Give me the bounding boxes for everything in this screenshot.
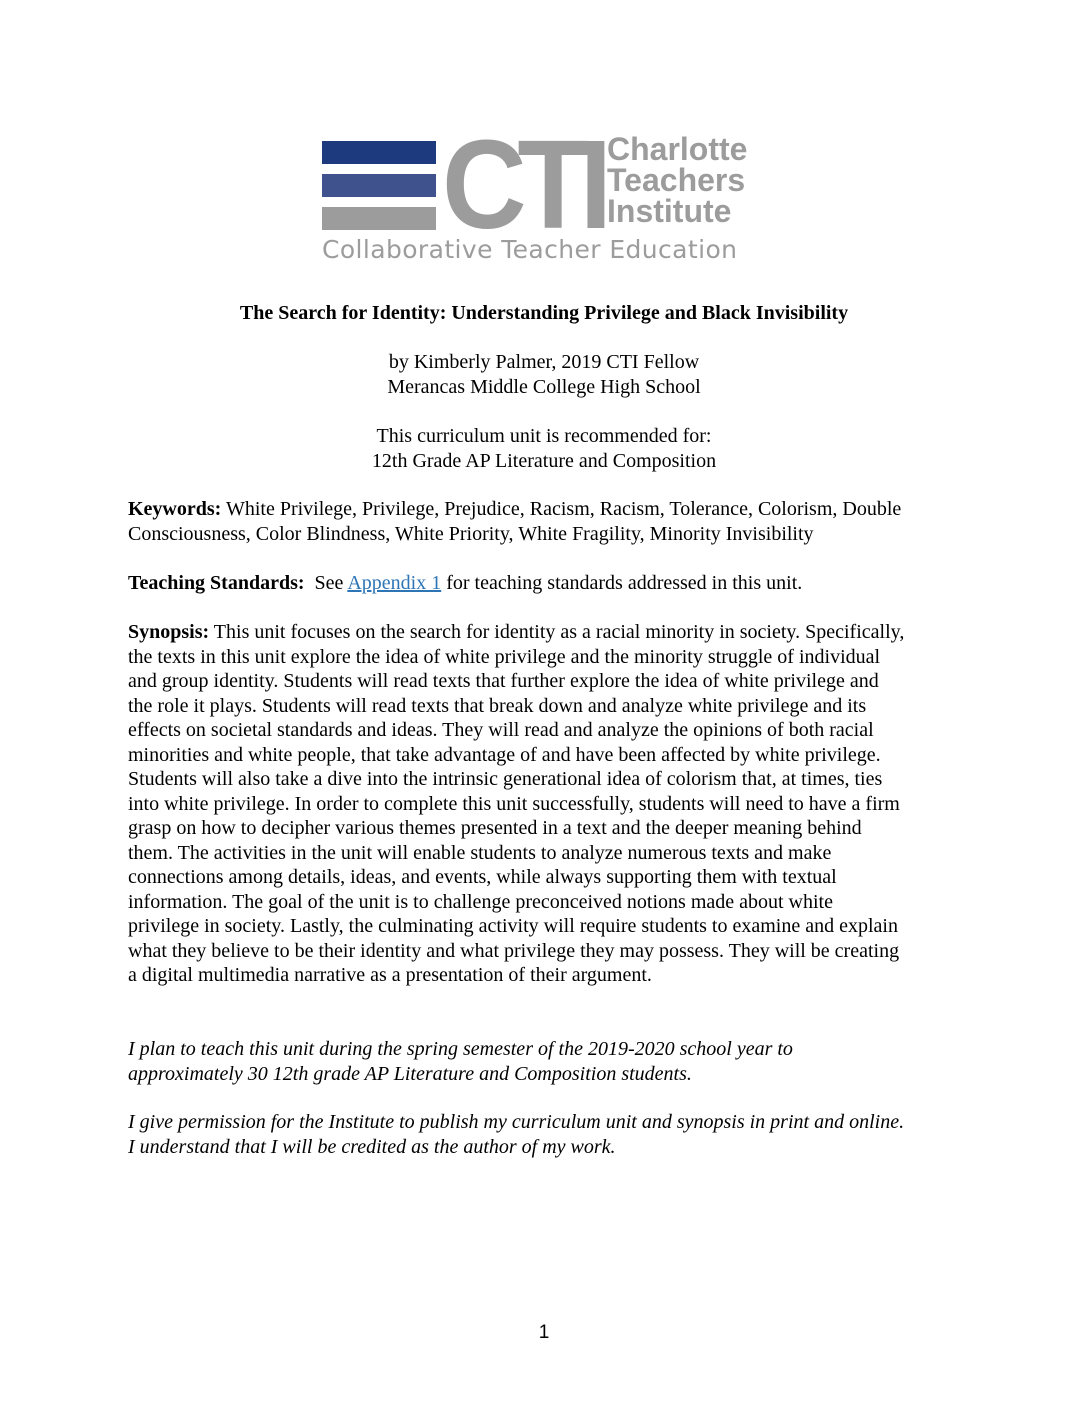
synopsis-line: the texts in this unit explore the idea of white privilege and the minority struggle of individual (128, 645, 881, 668)
keywords-section (128, 497, 968, 546)
synopsis-line: information. The goal of the unit is to challenge preconceived notions made about white (128, 890, 833, 913)
logo-name-line: Teachers (607, 162, 746, 198)
synopsis-line: the role it plays. Students will read texts that break down and analyze white privilege and its (128, 694, 867, 717)
logo-bar-blue (322, 174, 436, 197)
synopsis-line: what they believe to be their identity and what privilege they may possess. They will be creating (128, 939, 900, 962)
logo-abbreviation: CTI (442, 114, 603, 255)
synopsis-line: and group identity. Students will read texts that further explore the idea of white privilege and (128, 670, 879, 692)
logo-bar-navy (322, 141, 436, 164)
document-title: The Search for Identity: Understanding Privilege and Black Invisibility (239, 302, 849, 324)
synopsis-line: privilege in society. Lastly, the culminating activity will require students to examine and explain (128, 915, 898, 937)
synopsis-line: into white privilege. In order to complete this unit successfully, students will need to have a firm (128, 792, 900, 815)
recommendation-block (0, 424, 1088, 473)
keywords-text: White Privilege, Privilege, Prejudice, Racism, Racism, Tolerance, Colorism, Double (221, 498, 902, 520)
recommended-course: 12th Grade AP Literature and Composition (371, 449, 717, 472)
plan-line: I plan to teach this unit during the spring semester of the 2019-2020 school year to (128, 1038, 793, 1060)
keywords-label: Keywords: (128, 498, 222, 520)
cti-logo (320, 114, 765, 268)
synopsis-section (128, 620, 968, 988)
synopsis-label: Synopsis: (128, 621, 210, 643)
standards-text-pre: See (304, 572, 348, 594)
teaching-standards-section (128, 571, 968, 596)
keywords-text: Consciousness, Color Blindness, White Priority, White Fragility, Minority Invisibility (128, 522, 814, 545)
synopsis-line: effects on societal standards and ideas. They will read and analyze the opinions of both racial (128, 719, 874, 741)
logo-tagline: Collaborative Teacher Education (322, 235, 738, 264)
school-name: Merancas Middle College High School (387, 375, 701, 398)
permission-statement (128, 1110, 968, 1159)
standards-text-post: for teaching standards addressed in this unit. (441, 572, 803, 594)
appendix-1-link[interactable]: Appendix 1 (347, 572, 442, 594)
synopsis-line: a digital multimedia narrative as a presentation of their argument. (128, 964, 652, 986)
teaching-plan-statement (128, 1037, 968, 1086)
permission-line: I give permission for the Institute to publish my curriculum unit and synopsis in print and online. (128, 1111, 905, 1133)
logo-name-line: Institute (607, 193, 732, 229)
synopsis-line: them. The activities in the unit will enable students to analyze numerous texts and make (128, 841, 832, 864)
synopsis-line: minorities and white people, that take advantage of and have been affected by white privilege. (128, 743, 881, 766)
recommendation-intro: This curriculum unit is recommended for: (376, 425, 712, 447)
logo-name (607, 131, 748, 229)
author-block (0, 350, 1088, 399)
page-number: 1 (538, 1322, 550, 1343)
logo-bar-grey (322, 207, 436, 230)
synopsis-line: grasp on how to decipher various themes presented in a text and the deeper meaning behind (128, 817, 862, 839)
teaching-standards-label: Teaching Standards: (128, 572, 305, 594)
synopsis-line: connections among details, ideas, and events, while always supporting them with textual (128, 866, 837, 888)
synopsis-line: Students will also take a dive into the intrinsic generational idea of colorism that, at times, ties (128, 768, 883, 790)
permission-line: I understand that I will be credited as the author of my work. (128, 1135, 616, 1158)
plan-line: approximately 30 12th grade AP Literature and Composition students. (128, 1062, 692, 1085)
logo-name-line: Charlotte (607, 131, 748, 167)
synopsis-line: This unit focuses on the search for identity as a racial minority in society. Specifically, (209, 621, 905, 643)
author-byline: by Kimberly Palmer, 2019 CTI Fellow (388, 351, 700, 373)
